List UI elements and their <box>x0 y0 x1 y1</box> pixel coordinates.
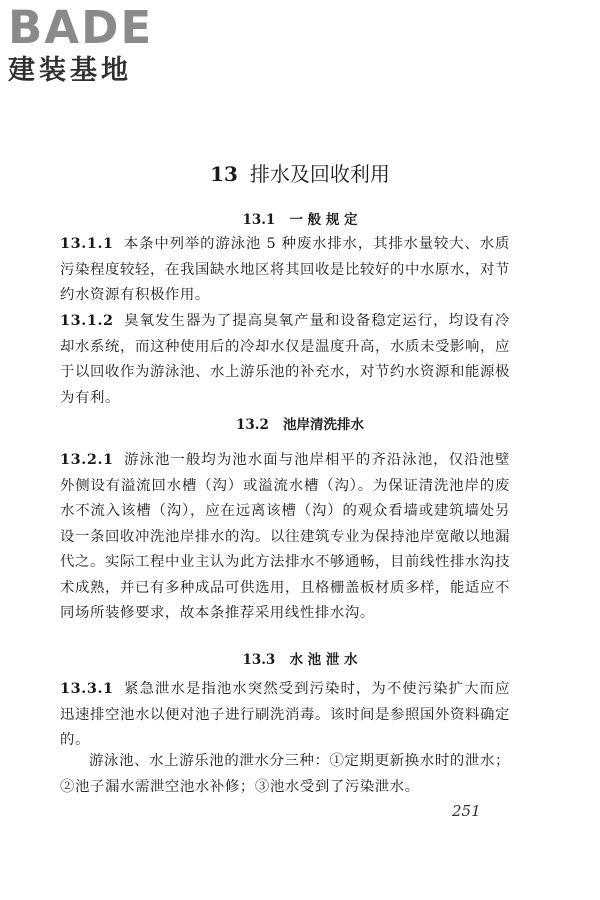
clause-number: 13.3.1 <box>60 680 114 697</box>
clause-paragraph <box>60 447 510 627</box>
section-heading <box>0 210 600 230</box>
section-heading <box>0 415 600 435</box>
section-number: 13.2 <box>236 417 269 433</box>
clause-paragraph <box>60 231 510 309</box>
clause-text: 本条中列举的游泳池 5 种废水排水，其排水量较大、水质污染程度较轻，在我国缺水地区将其回收是比较好的中水原水，对节约水资源有积极作用。 <box>60 236 510 303</box>
chapter-title <box>0 160 600 188</box>
clause-number: 13.2.1 <box>60 451 114 468</box>
section-title: 一 般 规 定 <box>289 212 358 228</box>
clause-paragraph <box>60 308 510 411</box>
clause-number: 13.1.2 <box>60 312 114 329</box>
section-heading <box>0 650 600 670</box>
section-number: 13.1 <box>242 212 276 228</box>
page-number: 251 <box>452 802 481 820</box>
body-paragraph: 游泳池、水上游乐池的泄水分三种：①定期更新换水时的泄水；②池子漏水需泄空池水补修；③池水受到了污染泄水。 <box>60 753 510 795</box>
clause-paragraph <box>60 676 510 754</box>
clause-text: 紧急泄水是指池水突然受到污染时，为不使污染扩大而应迅速排空池水以便对池子进行刷洗消毒。该时间是参照国外资料确定的。 <box>60 681 510 748</box>
logo-subtitle: 建装基地 <box>8 55 132 86</box>
publisher-logo <box>8 1 178 88</box>
clause-number: 13.1.1 <box>60 235 114 252</box>
clause-text: 臭氧发生器为了提高臭氧产量和设备稳定运行，均设有冷却水系统，而这种使用后的冷却水仅是温度升高，水质未受影响，应于以回收作为游泳池、水上游乐池的补充水，对节约水资源和能源极为有利。 <box>60 313 510 406</box>
section-title: 池岸清洗排水 <box>283 417 364 433</box>
chapter-title-text: 排水及回收利用 <box>249 162 390 186</box>
chapter-number: 13 <box>210 162 238 186</box>
section-number: 13.3 <box>242 652 276 668</box>
section-title: 水 池 泄 水 <box>289 652 358 668</box>
logo-wordmark: BADE <box>8 1 154 54</box>
clause-text: 游泳池一般均为池水面与池岸相平的齐沿泳池，仅沿池壁外侧设有溢流回水槽（沟）或溢流水槽（沟）。为保证清洗池岸的废水不流入该槽（沟），应在远离该槽（沟）的观众看墙或建筑墙处另设一条回收冲洗池岸排水的沟。以往建筑专业为保持池岸宽敞以地漏代之。实际工程中业主认为此方法排水不够通畅，目前线性排水沟技术成熟，并已有多种成品可供选用，且格栅盖板材质多样，能适应不同场所装修要求，故本条推荐采用线性排水沟。 <box>60 452 510 621</box>
